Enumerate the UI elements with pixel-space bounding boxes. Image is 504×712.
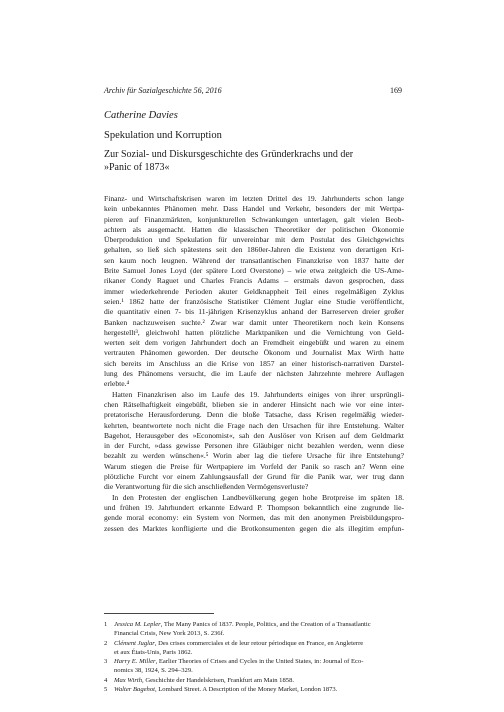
body-line: Banken nachzuweisen suchte.² Zwar war damit unter Theoretikern noch kein Konsens: [104, 317, 404, 327]
footnote-number: 1: [104, 621, 108, 628]
body-line: Bagehot, Herausgeber des »Economist«, sah den Auslöser von Krisen auf dem Geldmarkt: [104, 430, 404, 440]
footnote-author: Clément Juglar: [114, 639, 155, 647]
body-line: werten seit dem vorigen Jahrhundert doch an Fremdheit eingebüßt und waren zu einem: [104, 338, 404, 348]
journal-title: Archiv für Sozialgeschichte 56, 2016: [104, 86, 222, 95]
footnote-number: 3: [104, 658, 108, 666]
body-line: die Verantwortung für die sich anschließenden Vermögensverluste?: [104, 482, 309, 492]
footnote-line: [104, 685, 404, 694]
body-line: und frühen 19. Jahrhundert erkannte Edward P. Thompson bekanntlich eine zugrunde lie-: [104, 502, 404, 512]
footnote-line: [104, 620, 404, 629]
body-line: In den Protesten der englischen Landbevölkerung gegen hohe Brotpreise im späten 18.: [112, 492, 404, 502]
body-text: [104, 194, 404, 534]
footnote-line: [104, 657, 404, 666]
footnote-text: , Lombard Street. A Description of the Money Market, London 1873.: [154, 686, 338, 694]
body-line: sen kaum noch leugnen. Während der transatlantischen Finanzkrise von 1837 hatte der: [104, 255, 404, 265]
body-line: chen Rätselhaftigkeit eingebüßt, blieben sie in anderer Hinsicht nach wie vor eine inter-: [104, 399, 404, 409]
body-line: pieren auf Finanzmärkten, konjunkturellen Schwankungen unterlagen, galt vielen Beob-: [104, 214, 404, 224]
footnote-line: Financial Crisis, New York 2013, S. 236f.: [114, 630, 225, 638]
footnote-line: [104, 639, 404, 648]
body-line: kein unbekanntes Phänomen mehr. Dass Handel und Verkehr, besonders der mit Wertpa-: [104, 204, 404, 214]
footnote-text: , The Many Panics of 1837. People, Politics, and the Creation of a Transatlantic: [160, 621, 371, 628]
body-line: Brite Samuel Jones Loyd (der spätere Lord Overstone) – wie etwa zeitgleich die US-Ame-: [104, 266, 404, 276]
body-line: rikaner Condy Raguet und Charles Francis Adams – erstmals davon gesprochen, dass: [104, 276, 404, 286]
body-line: gende moral economy: ein System von Normen, das mit den anonymen Preisbildungspro-: [104, 513, 404, 523]
footnotes: [104, 620, 404, 694]
body-line: gehalten, so ließ sich spätestens seit den 1860er-Jahren die Existenz von derartigen Kri-: [104, 245, 404, 255]
footnote-line: nomics 38, 1924, S. 294–329.: [114, 667, 193, 675]
body-line: Hatten Finanzkrisen also im Laufe des 19. Jahrhunderts einiges von ihrer ursprüngli-: [112, 389, 404, 399]
body-line: Finanz- und Wirtschaftskrisen waren im letzten Drittel des 19. Jahrhunderts schon lange: [104, 194, 404, 203]
page-number: 169: [390, 86, 402, 95]
footnote-number: 2: [104, 639, 108, 647]
footnote-number: 4: [104, 676, 108, 684]
article-author: Catherine Davies: [104, 110, 178, 121]
footnote-number: 5: [104, 686, 108, 694]
body-line: plötzliche Furcht vor einem Zahlungsausfall der Grund für die Panik war, wer trug dann: [104, 472, 404, 482]
footnote-text: , Earlier Theories of Crises and Cycles in the United States, in: Journal of Eco-: [155, 658, 364, 666]
footnote-author: Jessica M. Lepler: [114, 621, 161, 628]
subtitle-line: »Panic of 1873«: [104, 162, 170, 173]
body-line: achtern als ausgemacht. Hatten die klassischen Theoretiker der politischen Ökonomie: [104, 224, 404, 234]
body-line: kehrten, beantwortete noch nicht die Frage nach den Ursachen für ihre Entstehung. Walter: [104, 420, 404, 430]
subtitle-line: Zur Sozial- und Diskursgeschichte des Gründerkrachs und der: [104, 149, 354, 160]
body-line: Warum stiegen die Preise für Wertpapiere im Vorfeld der Panik so rasch an? Wenn eine: [104, 461, 404, 471]
body-line: die quantitativ einen 7- bis 11-jährigen Krisenzyklus anhand der Barreserven dreier großer: [104, 307, 404, 317]
body-line: bezahlt zu werden wünschen«.⁵ Worin aber lag die tiefere Ursache für ihre Entstehung?: [104, 451, 404, 461]
body-line: vertrauten Phänomen geworden. Der deutsche Ökonom und Journalist Max Wirth hatte: [104, 348, 404, 358]
body-line: in der Furcht, »dass gewisse Personen ihre Gläubiger nicht bezahlen werden, wenn diese: [104, 441, 404, 451]
footnote-line: [104, 676, 404, 685]
footnote-divider: [104, 613, 214, 614]
body-line: erlebte.⁴: [104, 379, 130, 389]
body-line: pretatorische Herausforderung. Denn die bloße Tatsache, dass Krisen regelmäßig wieder-: [104, 410, 404, 420]
body-line: sich bereits im Anschluss an die Krise von 1857 an einer historisch-narrativen Darstel-: [104, 358, 404, 368]
footnote-text: , Des crises commerciales et de leur retour périodique en France, en Angleterre: [154, 639, 364, 647]
footnote-line: et aux États-Unis, Paris 1862.: [114, 648, 193, 656]
body-line: hergestellt³, gleichwohl hatten plötzliche Marktpaniken und die Vernichtung von Geld-: [104, 327, 404, 337]
running-header: [104, 86, 402, 98]
body-line: immer wiederkehrende Perioden akuter Geldknappheit Teil eines regelmäßigen Zyklus: [104, 286, 404, 296]
footnote-text: , Geschichte der Handelskrisen, Frankfurt am Main 1858.: [142, 676, 295, 684]
footnote-author: Max Wirth: [114, 676, 143, 684]
body-line: seien.¹ 1862 hatte der französische Statistiker Clément Juglar eine Studie veröffentlicht,: [104, 296, 404, 306]
footnote-author: Walter Bagehot: [114, 686, 155, 694]
article-subtitle: [104, 148, 404, 174]
body-line: lung des Phänomens versucht, die im Laufe der nächsten Jahrzehnte mehrere Auflagen: [104, 369, 404, 379]
article-title: Spekulation und Korruption: [104, 130, 222, 141]
body-line: zessen des Marktes konfligierte und die Brotkonsumenten gegen die als illegitim empfun-: [104, 523, 404, 533]
footnote-author: Harry E. Miller: [114, 658, 156, 666]
body-line: Überproduktion und Spekulation für unvereinbar mit dem Postulat des Gleichgewichts: [104, 235, 404, 245]
